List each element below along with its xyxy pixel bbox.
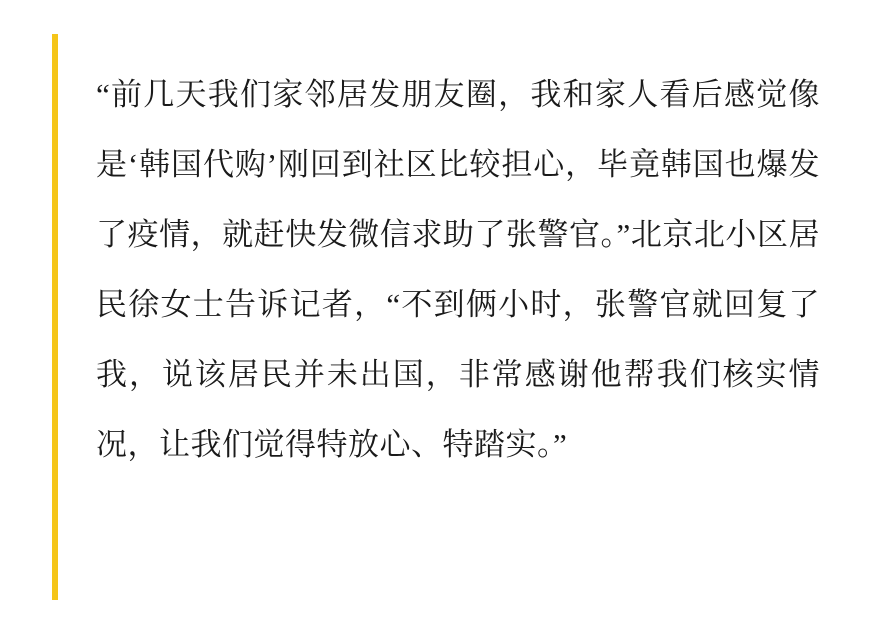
accent-bar xyxy=(52,34,58,600)
quote-text: “前几天我们家邻居发朋友圈，我和家人看后感觉像是‘韩国代购’刚回到社区比较担心，毕竟韩国也爆发了疫情，就赶快发微信求助了张警官。”北京北小区居民徐女士告诉记者，“不到俩小时，张警官就回复了我，说该居民并未出国，非常感谢他帮我们核实情况，让我们觉得特放心、特踏实。” xyxy=(96,77,820,462)
pull-quote xyxy=(96,60,820,480)
